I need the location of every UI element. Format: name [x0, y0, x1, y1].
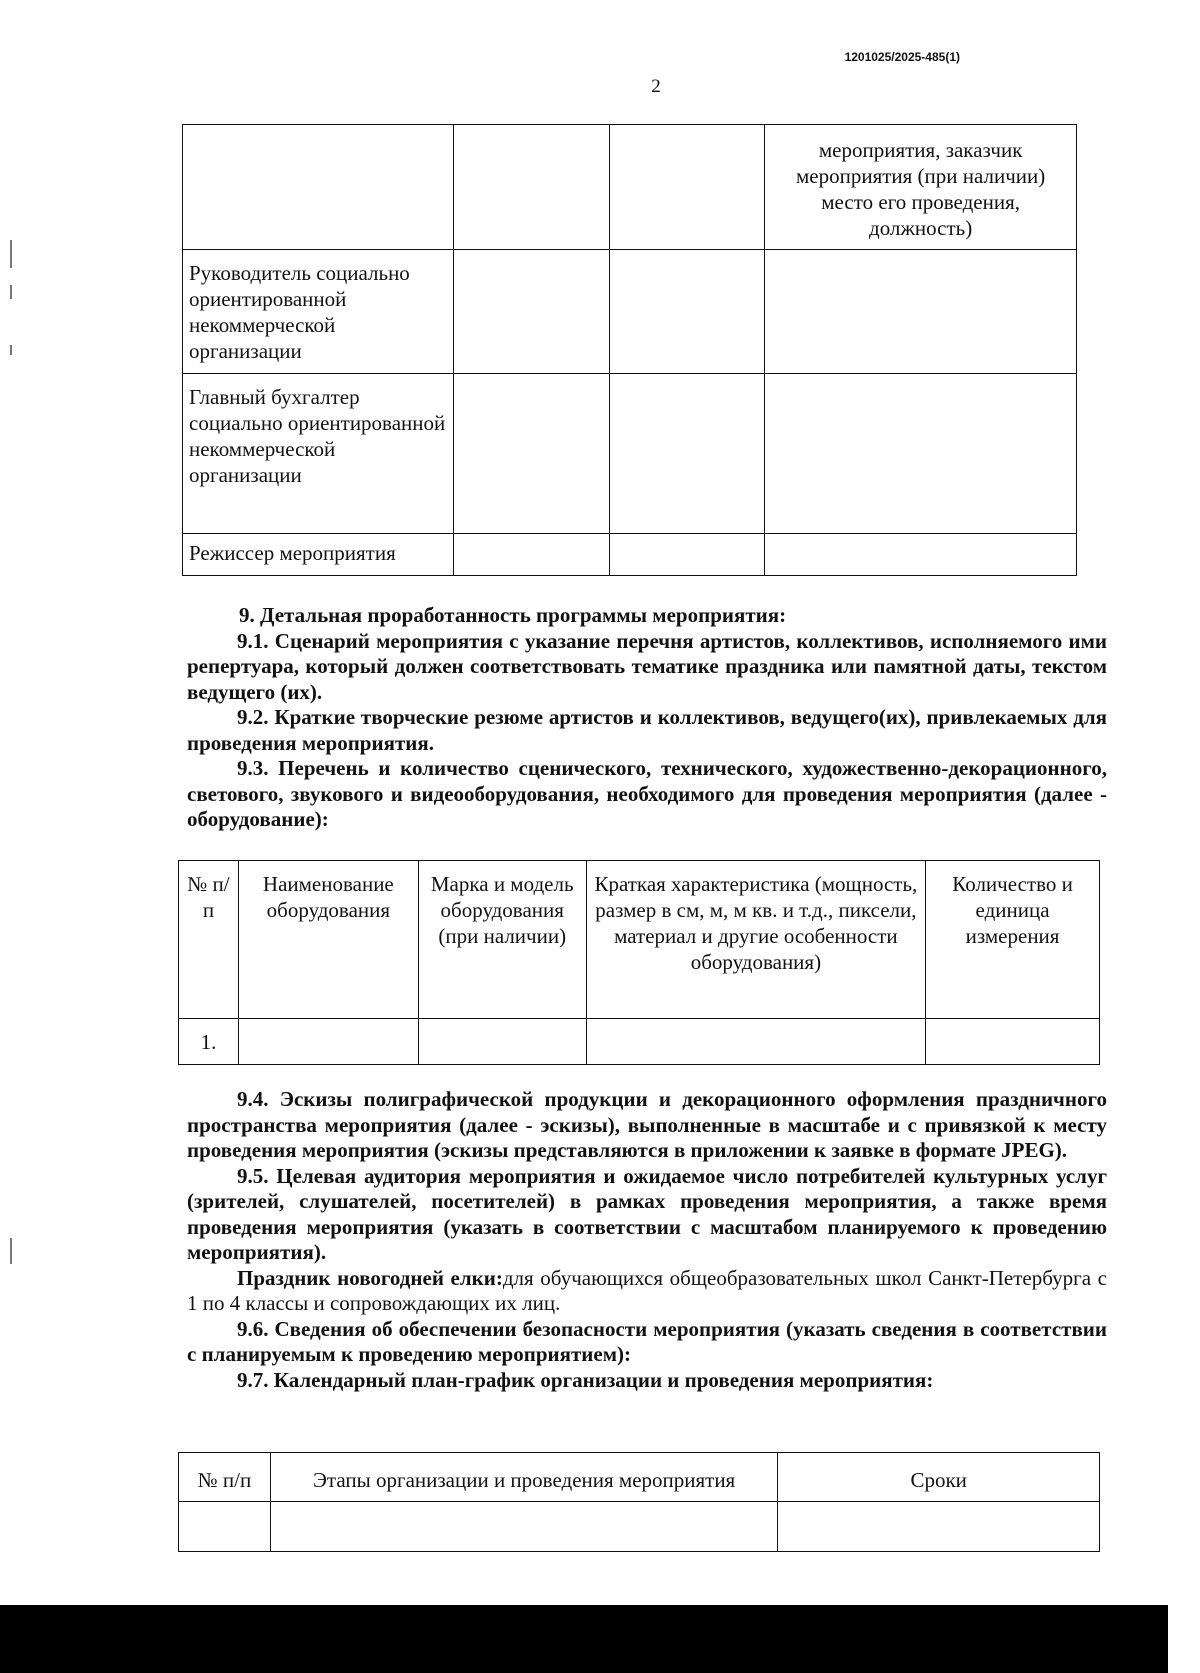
table-cell — [453, 534, 609, 576]
document-id: 1201025/2025-485(1) — [844, 50, 960, 64]
table-cell — [270, 1502, 777, 1552]
paragraph-9-2: 9.2. Краткие творческие резюме артистов и коллективов, ведущего(их), привлекаемых для проведения мероприятия. — [187, 705, 1107, 755]
header-quantity: Количество и единица измерения — [926, 861, 1100, 1019]
header-characteristics: Краткая характеристика (мощность, размер в см, м, м кв. и т.д., пиксели, материал и другие особенности оборудования) — [586, 861, 925, 1019]
paragraph-9-5: 9.5. Целевая аудитория мероприятия и ожидаемое число потребителей культурных услуг (зрителей, слушателей, посетителей) в рамках проведения мероприятия, а также время проведения мероприятия (указать в соответствии с масштабом планируемого к проведению мероприятия). — [187, 1163, 1107, 1264]
table-cell — [609, 250, 765, 374]
table-header-row — [179, 1453, 1100, 1502]
row-label-director: Руководитель социально ориентированной некоммерческой организации — [183, 250, 454, 374]
row-label-chief-accountant: Главный бухгалтер социально ориентированной некоммерческой организации — [183, 374, 454, 534]
table-cell — [609, 534, 765, 576]
table-row — [183, 374, 1077, 534]
paragraph-audience — [187, 1266, 1107, 1317]
table-cell — [778, 1502, 1100, 1552]
table-cell — [765, 374, 1077, 534]
schedule-table — [178, 1452, 1100, 1552]
scan-margin-mark — [10, 1238, 12, 1264]
paragraph-9-6: 9.6. Сведения об обеспечении безопасности мероприятия (указать сведения в соответствии с планируемым к проведению мероприятием): — [187, 1316, 1107, 1366]
table-cell — [926, 1019, 1100, 1065]
scan-bottom-bar — [0, 1605, 1168, 1673]
section-title: 9. Детальная проработанность программы мероприятия: — [239, 603, 787, 627]
page-number: 2 — [651, 76, 661, 97]
equipment-table — [178, 860, 1100, 1065]
header-name: Наименование оборудования — [238, 861, 418, 1019]
table-header-row — [179, 861, 1100, 1019]
table-row — [179, 1502, 1100, 1552]
header-number: № п/п — [179, 861, 239, 1019]
header-brand-model: Марка и модель оборудования (при наличии) — [418, 861, 586, 1019]
table-cell — [765, 534, 1077, 576]
table-cell — [179, 1502, 271, 1552]
table-row — [183, 534, 1077, 576]
table-cell — [453, 374, 609, 534]
row-label-director-of-event: Режиссер мероприятия — [183, 534, 454, 576]
table-cell — [183, 125, 454, 250]
section-9-block — [187, 603, 1107, 833]
paragraph-9-3: 9.3. Перечень и количество сценического, технического, художественно-декорационного, светового, звукового и видеооборудования, необходимого для проведения мероприятия (далее - оборудование): — [187, 756, 1107, 831]
scan-margin-mark — [10, 285, 12, 299]
audience-label: Праздник новогодней елки: — [237, 1265, 503, 1290]
table-cell — [609, 125, 765, 250]
table-cell — [418, 1019, 586, 1065]
header-cell-text: мероприятия, заказчик мероприятия (при наличии) место его проведения, должность) — [795, 138, 1046, 240]
paragraph-9-4: 9.4. Эскизы полиграфической продукции и декорационного оформления праздничного пространства мероприятия (далее - эскизы), выполненные в масштабе и с привязкой к месту проведения мероприятия (эскизы представляются в приложении к заявке в формате JPEG). — [187, 1087, 1107, 1162]
table-cell — [609, 374, 765, 534]
header-terms: Сроки — [778, 1453, 1100, 1502]
table-cell — [765, 250, 1077, 374]
table-row — [179, 1019, 1100, 1065]
table-cell — [238, 1019, 418, 1065]
scan-margin-mark — [10, 240, 12, 268]
table-cell — [765, 125, 1077, 250]
row-number: 1. — [179, 1019, 239, 1065]
header-stages: Этапы организации и проведения мероприятия — [270, 1453, 777, 1502]
scan-margin-mark — [10, 345, 12, 355]
paragraph-9-1: 9.1. Сценарий мероприятия с указание перечня артистов, коллективов, исполняемого ими репертуара, который должен соответствовать тематике праздника или памятной даты, текстом ведущего (их). — [187, 628, 1107, 704]
header-number: № п/п — [179, 1453, 271, 1502]
table-row — [183, 250, 1077, 374]
section-9-continued-block — [187, 1087, 1107, 1393]
staff-table — [182, 124, 1077, 576]
table-cell — [453, 250, 609, 374]
table-cell — [586, 1019, 925, 1065]
table-row — [183, 125, 1077, 250]
table-cell — [453, 125, 609, 250]
audience-text: для обучающихся общеобразовательных школ Санкт-Петербурга с 1 по 4 классы и сопровождающих их лиц. — [187, 1265, 1107, 1315]
paragraph-9-7: 9.7. Календарный план-график организации и проведения мероприятия: — [237, 1367, 934, 1392]
